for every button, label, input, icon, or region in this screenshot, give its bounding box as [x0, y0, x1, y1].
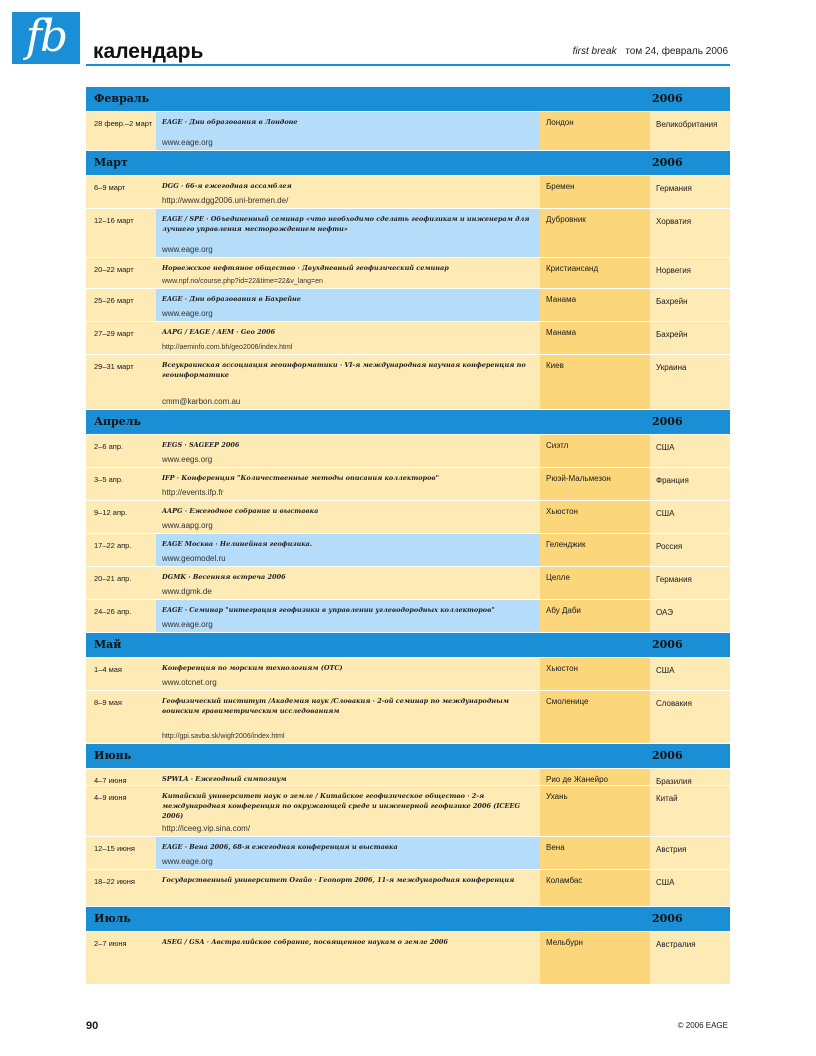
event-country: США — [650, 501, 730, 533]
section-title: календарь — [93, 40, 204, 63]
month-header — [86, 907, 730, 932]
event-country: Австралия — [650, 932, 730, 984]
month-header — [86, 744, 730, 769]
event-country: Бахрейн — [650, 322, 730, 354]
event-title: IFP · Конференция "Количественные методы описания коллекторов" — [162, 474, 440, 482]
event-date: 24–26 апр. — [86, 600, 156, 632]
event-country: Китай — [650, 786, 730, 836]
event-date: 20–21 апр. — [86, 567, 156, 599]
month-year: 2006 — [652, 415, 683, 428]
month-year: 2006 — [652, 638, 683, 651]
month-name: Март — [94, 156, 128, 169]
event-cell — [156, 837, 540, 869]
event-cell — [156, 468, 540, 500]
event-url: www.eage.org — [162, 245, 213, 254]
month-year: 2006 — [652, 156, 683, 169]
month-year: 2006 — [652, 912, 683, 925]
event-title: Китайский университет наук о земле / Китайское геофизическое общество · 2-я международная конференция по окружающей среде и инженерной геофизике 2006 (ICEEG 2006) — [162, 792, 521, 820]
event-title: EAGE · Семинар "интеграция геофизики в управлении углеводородных коллекторов" — [162, 606, 495, 614]
event-date: 28 февр.–2 март — [86, 112, 156, 150]
event-cell — [156, 534, 540, 566]
event-title: Норвежское нефтяное общество · Двухдневный геофизический семинар — [162, 264, 449, 272]
event-url: http://aeminfo.com.bh/geo2006/index.html — [162, 344, 293, 351]
event-city: Дубровник — [540, 209, 650, 257]
event-country: Германия — [650, 567, 730, 599]
event-date: 27–29 март — [86, 322, 156, 354]
event-cell — [156, 501, 540, 533]
event-row — [86, 112, 730, 151]
event-row — [86, 258, 730, 289]
event-cell — [156, 435, 540, 467]
event-url: http://iceeg.vip.sina.com/ — [162, 824, 251, 833]
event-country: Германия — [650, 176, 730, 208]
event-cell — [156, 870, 540, 906]
event-country: Франция — [650, 468, 730, 500]
event-title: DGG · 66-я ежегодная ассамблея — [162, 182, 292, 190]
event-city: Кристиансанд — [540, 258, 650, 288]
event-date: 4–7 июня — [86, 769, 156, 785]
event-date: 18–22 июня — [86, 870, 156, 906]
event-title: ASEG / GSA · Австралийское собрание, посвященное наукам о земле 2006 — [162, 938, 448, 946]
event-cell — [156, 786, 540, 836]
event-date: 12–16 март — [86, 209, 156, 257]
month-name: Май — [94, 638, 122, 651]
event-city: Манама — [540, 289, 650, 321]
event-url: www.aapg.org — [162, 521, 213, 530]
event-city: Рюэй-Мальмезон — [540, 468, 650, 500]
event-country: Украина — [650, 355, 730, 409]
event-country: ОАЭ — [650, 600, 730, 632]
event-url: www.otcnet.org — [162, 678, 217, 687]
event-url: cmm@karbon.com.au — [162, 397, 241, 406]
event-date: 20–22 март — [86, 258, 156, 288]
event-row — [86, 786, 730, 837]
event-title: EAGE · Вена 2006, 68-я ежегодная конференция и выставка — [162, 843, 398, 851]
event-row — [86, 176, 730, 209]
event-url: www.npf.no/course.php?id=22&time=22&v_lang=en — [162, 278, 323, 285]
event-date: 25–26 март — [86, 289, 156, 321]
event-cell — [156, 567, 540, 599]
event-cell — [156, 112, 540, 150]
event-date: 2–6 апр. — [86, 435, 156, 467]
event-url: http://www.dgg2006.uni-bremen.de/ — [162, 196, 289, 205]
event-date: 29–31 март — [86, 355, 156, 409]
event-city: Хьюстон — [540, 501, 650, 533]
copyright: © 2006 EAGE — [677, 1021, 728, 1030]
event-date: 2–7 июня — [86, 932, 156, 984]
event-date: 4–9 июня — [86, 786, 156, 836]
event-country: Бразилия — [650, 769, 730, 785]
event-title: EAGE · Дни образования в Бахрейне — [162, 295, 301, 303]
event-title: AAPG / EAGE / AEM · Geo 2006 — [162, 328, 276, 336]
issue-info — [573, 46, 728, 57]
event-country: Хорватия — [650, 209, 730, 257]
event-country: Бахрейн — [650, 289, 730, 321]
event-title: Всеукраинская ассоциация геоинформатики · VI-я международная научная конференция по геоинформатике — [162, 361, 526, 379]
event-url: http://gpi.savba.sk/wigfr2006/index.html — [162, 733, 285, 740]
event-date: 6–9 март — [86, 176, 156, 208]
journal-name: first break — [572, 46, 617, 57]
event-city: Рио де Жанейро — [540, 769, 650, 785]
event-country: Словакия — [650, 691, 730, 743]
event-cell — [156, 691, 540, 743]
event-city: Киев — [540, 355, 650, 409]
event-row — [86, 870, 730, 907]
issue-label: том 24, февраль 2006 — [625, 46, 728, 57]
event-city: Манама — [540, 322, 650, 354]
event-cell — [156, 658, 540, 690]
event-city: Целле — [540, 567, 650, 599]
month-header — [86, 87, 730, 112]
event-url: www.eegs.org — [162, 455, 213, 464]
event-row — [86, 837, 730, 870]
month-name: Апрель — [94, 415, 141, 428]
month-header — [86, 151, 730, 176]
event-title: Геофизический институт /Академия наук /Словакия · 2-ой семинар по международным воинским гравиметрическим исследованиям — [162, 697, 509, 715]
event-city: Мельбурн — [540, 932, 650, 984]
event-cell — [156, 932, 540, 984]
event-title: EAGE / SPE · Объединенный семинар «что необходимо сделать геофизикам и инженерам для лучшего управления месторождением нефти» — [162, 215, 530, 233]
event-country: США — [650, 658, 730, 690]
event-date: 1–4 мая — [86, 658, 156, 690]
event-url: www.dgmk.de — [162, 587, 212, 596]
event-cell — [156, 209, 540, 257]
event-row — [86, 691, 730, 744]
event-city: Сиэтл — [540, 435, 650, 467]
event-date: 9–12 апр. — [86, 501, 156, 533]
event-row — [86, 435, 730, 468]
event-city: Смоленице — [540, 691, 650, 743]
event-row — [86, 932, 730, 985]
calendar-table — [86, 87, 730, 985]
event-date: 17–22 апр. — [86, 534, 156, 566]
header-divider — [86, 64, 730, 66]
event-title: AAPG · Ежегодное собрание и выставка — [162, 507, 319, 515]
event-row — [86, 468, 730, 501]
event-city: Ухань — [540, 786, 650, 836]
event-city: Коламбас — [540, 870, 650, 906]
event-country: США — [650, 870, 730, 906]
event-row — [86, 658, 730, 691]
month-name: Июнь — [94, 749, 132, 762]
month-year: 2006 — [652, 92, 683, 105]
month-year: 2006 — [652, 749, 683, 762]
journal-logo: fb — [12, 12, 80, 64]
event-date: 12–15 июня — [86, 837, 156, 869]
event-title: Государственный университет Огайо · Геопорт 2006, 11-я международная конференция — [162, 876, 515, 884]
event-row — [86, 209, 730, 258]
event-country: Великобритания — [650, 112, 730, 150]
event-date: 3–5 апр. — [86, 468, 156, 500]
event-cell — [156, 355, 540, 409]
event-city: Вена — [540, 837, 650, 869]
event-city: Лондон — [540, 112, 650, 150]
event-country: Австрия — [650, 837, 730, 869]
event-title: DGMK · Весенняя встреча 2006 — [162, 573, 286, 581]
event-row — [86, 355, 730, 410]
event-row — [86, 600, 730, 633]
event-title: EAGE Москва · Нелинейная геофизика. — [162, 540, 313, 548]
event-row — [86, 289, 730, 322]
event-row — [86, 567, 730, 600]
event-country: Норвегия — [650, 258, 730, 288]
event-country: США — [650, 435, 730, 467]
event-country: Россия — [650, 534, 730, 566]
event-cell — [156, 176, 540, 208]
event-title: SPWLA · Ежегодный симпозиум — [162, 775, 287, 783]
event-city: Геленджик — [540, 534, 650, 566]
event-cell — [156, 289, 540, 321]
event-url: www.eage.org — [162, 620, 213, 629]
event-cell — [156, 769, 540, 785]
event-url: www.eage.org — [162, 857, 213, 866]
page-number: 90 — [86, 1020, 99, 1032]
event-cell — [156, 322, 540, 354]
event-row — [86, 534, 730, 567]
event-row — [86, 501, 730, 534]
event-city: Бремен — [540, 176, 650, 208]
event-url: www.eage.org — [162, 309, 213, 318]
month-header — [86, 633, 730, 658]
month-name: Июль — [94, 912, 131, 925]
event-date: 8–9 мая — [86, 691, 156, 743]
event-row — [86, 322, 730, 355]
event-city: Хьюстон — [540, 658, 650, 690]
month-name: Февраль — [94, 92, 150, 105]
event-row — [86, 769, 730, 786]
event-city: Абу Даби — [540, 600, 650, 632]
event-cell — [156, 258, 540, 288]
event-url: www.geomodel.ru — [162, 554, 226, 563]
month-header — [86, 410, 730, 435]
event-title: EAGE · Дни образования в Лондоне — [162, 118, 298, 126]
event-title: EEGS · SAGEEP 2006 — [162, 441, 240, 449]
event-cell — [156, 600, 540, 632]
event-title: Конференция по морским технологиям (OTC) — [162, 664, 343, 672]
event-url: http://events.ifp.fr — [162, 488, 224, 497]
event-url: www.eage.org — [162, 138, 213, 147]
